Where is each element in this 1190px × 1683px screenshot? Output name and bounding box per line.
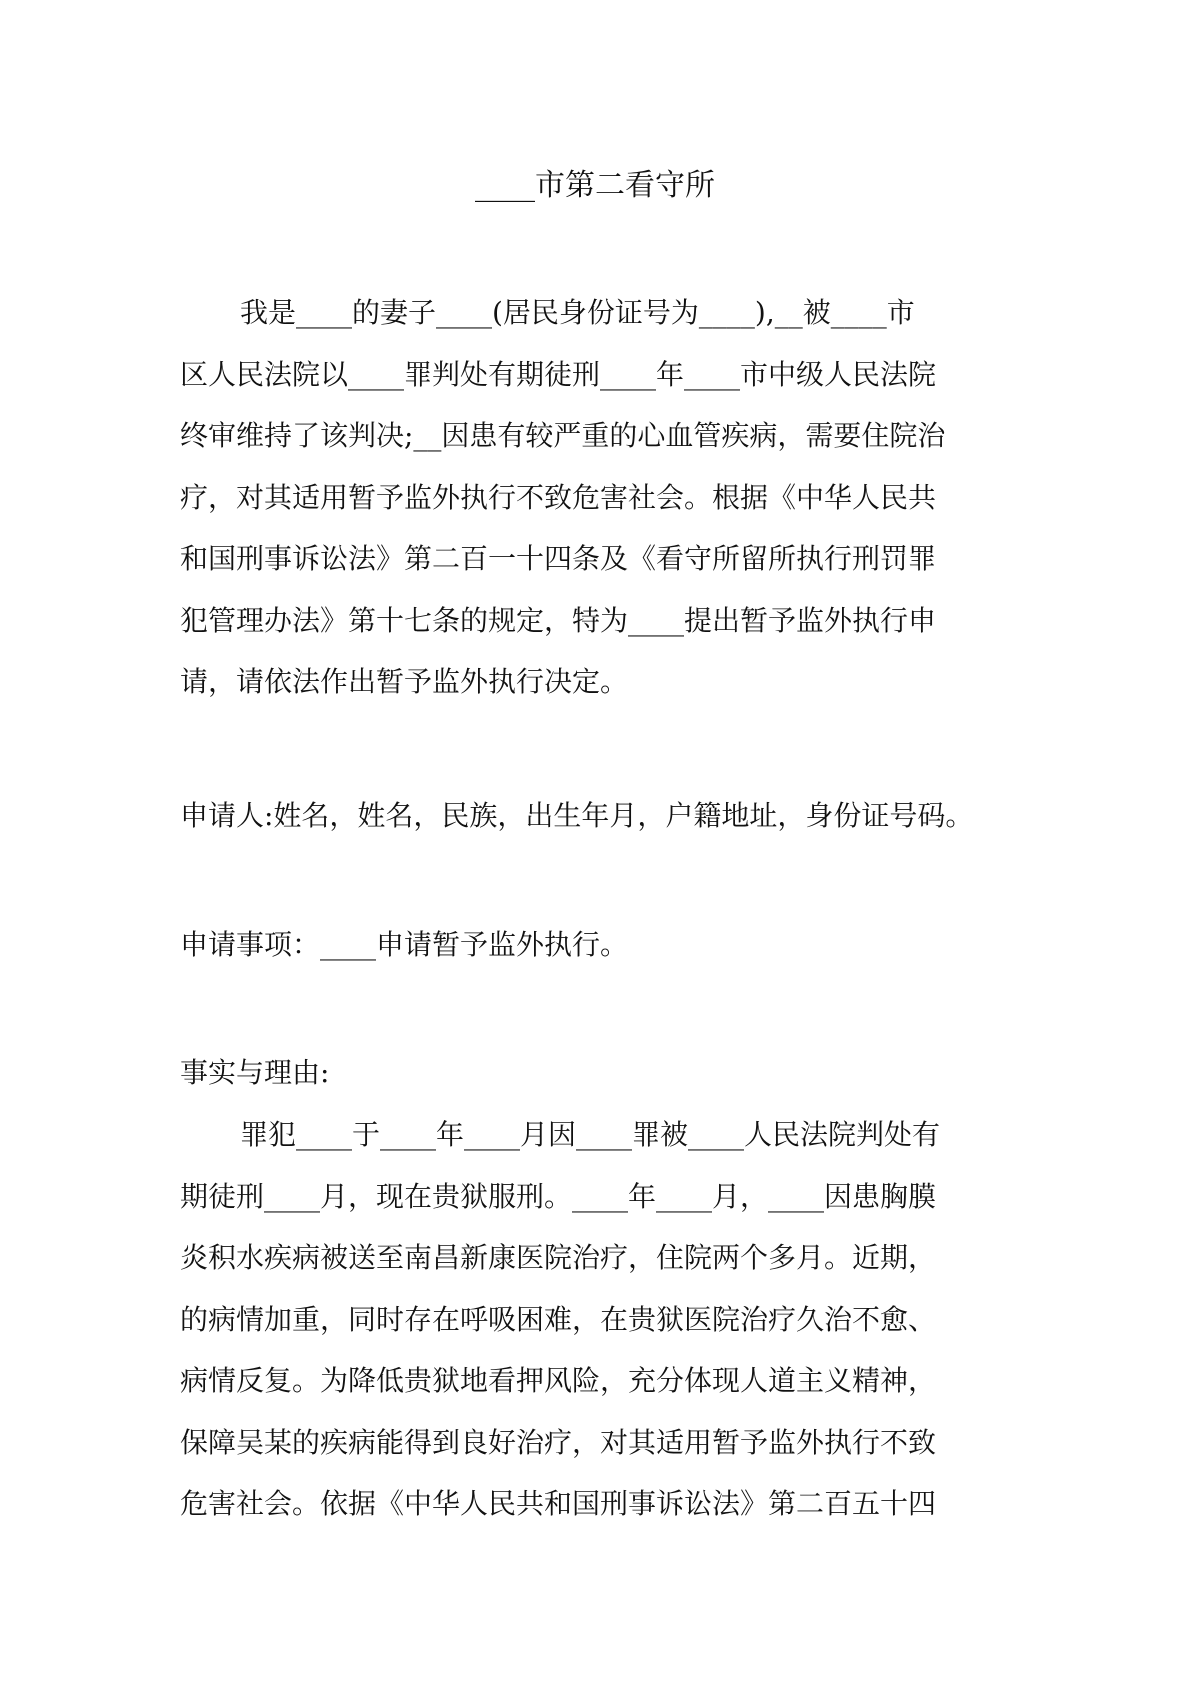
- paragraph-facts: [180, 1104, 1020, 1535]
- facts-heading-text: 事实与理由:: [180, 1056, 330, 1089]
- document-title: ____市第二看守所: [475, 168, 715, 203]
- applicant-line: [180, 785, 1020, 847]
- paragraph-line: 区人民法院以____罪判处有期徒刑____年____市中级人民法院: [180, 357, 937, 391]
- paragraph-line: 期徒刑____月，现在贵狱服刑。____年____月，____因患胸膜: [180, 1179, 937, 1213]
- paragraph-line: 病情反复。为降低贵狱地看押风险，充分体现人道主义精神，: [180, 1364, 937, 1397]
- applicant-text: 申请人:姓名，姓名，民族，出生年月，户籍地址，身份证号码。: [180, 799, 974, 832]
- paragraph-line: 犯管理办法》第十七条的规定，特为____提出暂予监外执行申: [180, 603, 937, 637]
- paragraph-line: 和国刑事诉讼法》第二百一十四条及《看守所留所执行刑罚罪: [180, 542, 937, 575]
- paragraph-line: 疗，对其适用暂予监外执行不致危害社会。根据《中华人民共: [180, 480, 937, 514]
- paragraph-line: 罪犯____于____年____月因____罪被____人民法院判处有: [240, 1118, 941, 1151]
- paragraph-line: 炎积水疾病被送至南昌新康医院治疗，住院两个多月。近期，: [180, 1241, 937, 1274]
- paragraph-line: 请，请依法作出暂予监外执行决定。: [180, 665, 629, 698]
- paragraph-application-intro: [180, 282, 1020, 713]
- paragraph-line: 危害社会。依据《中华人民共和国刑事诉讼法》第二百五十四: [180, 1487, 937, 1520]
- paragraph-line: 的病情加重，同时存在呼吸困难，在贵狱医院治疗久治不愈、: [180, 1302, 937, 1336]
- paragraph-line: 终审维持了该判决;__因患有较严重的心血管疾病，需要住院治: [180, 419, 946, 452]
- matter-line: [180, 914, 1020, 976]
- paragraph-line: 我是____的妻子____(居民身份证号为____),__被____市: [240, 296, 915, 329]
- paragraph-line: 保障吴某的疾病能得到良好治疗，对其适用暂予监外执行不致: [180, 1425, 937, 1459]
- facts-heading: [180, 1042, 1020, 1104]
- matter-text: 申请事项：____申请暂予监外执行。: [180, 928, 629, 961]
